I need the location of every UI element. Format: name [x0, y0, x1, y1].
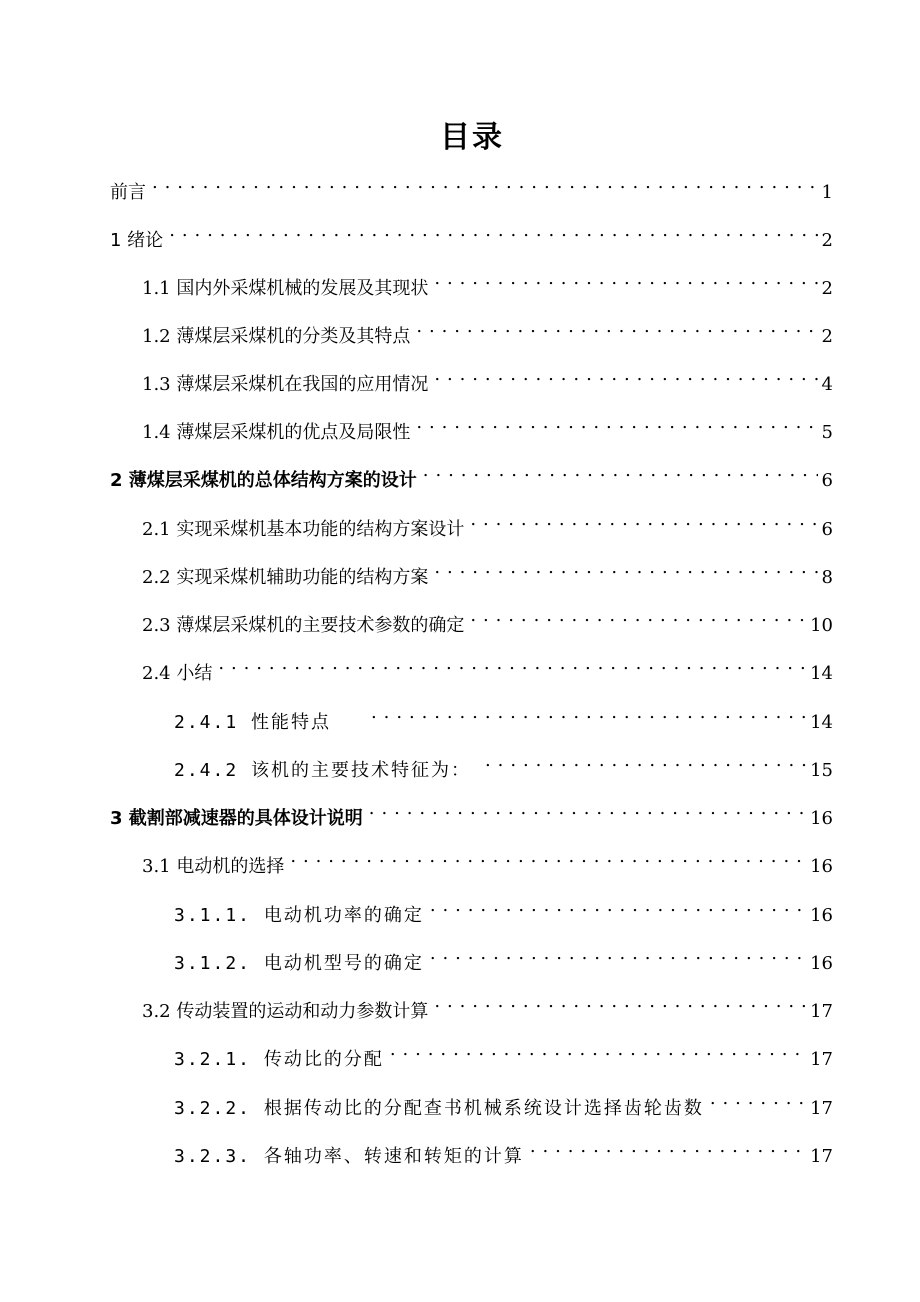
toc-entry-chapter-2[interactable] — [110, 456, 833, 491]
toc-dot-leader — [152, 168, 818, 198]
toc-dot-leader — [530, 1132, 806, 1162]
toc-entry-text: 1.3 薄煤层采煤机在我国的应用情况 — [142, 374, 429, 395]
toc-entry-chapter-1[interactable] — [110, 216, 833, 251]
toc-dot-leader — [416, 312, 817, 342]
toc-entry-section-2-4[interactable] — [142, 649, 833, 684]
toc-entry-text: 1 绪论 — [110, 230, 164, 251]
toc-entry-page: 16 — [810, 856, 833, 877]
toc-entry-page: 6 — [821, 519, 833, 540]
toc-entry-section-3-1[interactable] — [142, 842, 833, 877]
toc-dot-leader — [434, 553, 817, 583]
toc-entry-text: 2 薄煤层采煤机的总体结构方案的设计 — [110, 470, 417, 491]
toc-entry-page: 17 — [810, 1098, 833, 1119]
toc-dot-leader — [390, 1035, 806, 1065]
toc-entry-page: 14 — [810, 712, 833, 733]
toc-entry-section-2-1[interactable] — [142, 505, 833, 540]
toc-entry-text: 2.4 小结 — [142, 663, 213, 684]
toc-entry-preface[interactable] — [110, 168, 833, 203]
toc-entry-text: 3.2.2. 根据传动比的分配查书机械系统设计选择齿轮齿数 — [174, 1098, 704, 1119]
toc-dot-leader — [416, 408, 817, 438]
toc-dot-leader — [434, 987, 806, 1017]
toc-entry-page: 1 — [821, 182, 833, 203]
toc-dot-leader — [169, 216, 817, 246]
toc-entry-text: 3.1 电动机的选择 — [142, 856, 285, 877]
toc-entry-page: 4 — [821, 374, 833, 395]
toc-entry-text: 3.1.1. 电动机功率的确定 — [174, 905, 424, 926]
toc-entry-section-3-2-1[interactable] — [174, 1035, 833, 1070]
toc-entry-text: 3 截割部减速器的具体设计说明 — [110, 808, 363, 829]
toc-entry-section-2-2[interactable] — [142, 553, 833, 588]
toc-entry-page: 5 — [821, 422, 833, 443]
toc-entry-text: 1.1 国内外采煤机械的发展及其现状 — [142, 278, 429, 299]
toc-entry-page: 10 — [810, 615, 833, 636]
toc-entry-page: 17 — [810, 1049, 833, 1070]
toc-entry-text: 3.2.1. 传动比的分配 — [174, 1049, 384, 1070]
toc-entry-section-1-4[interactable] — [142, 408, 833, 443]
toc-entry-text: 2.1 实现采煤机基本功能的结构方案设计 — [142, 519, 465, 540]
toc-dot-leader — [369, 794, 806, 824]
toc-entry-text: 3.2 传动装置的运动和动力参数计算 — [142, 1001, 429, 1022]
toc-entry-section-3-2-2[interactable] — [174, 1084, 833, 1119]
toc-title: 目录 — [440, 120, 504, 155]
toc-entry-section-1-2[interactable] — [142, 312, 833, 347]
toc-entry-page: 2 — [821, 278, 833, 299]
toc-dot-leader — [710, 1084, 806, 1114]
toc-entry-text: 3.2.3. 各轴功率、转速和转矩的计算 — [174, 1146, 524, 1167]
toc-entry-page: 8 — [821, 567, 833, 588]
toc-entry-section-1-3[interactable] — [142, 360, 833, 395]
toc-entry-page: 17 — [810, 1001, 833, 1022]
toc-entry-page: 16 — [810, 905, 833, 926]
toc-entry-text: 2.4.2 该机的主要技术特征为： — [174, 760, 472, 781]
toc-entry-text: 前言 — [110, 182, 146, 203]
toc-dot-leader — [423, 456, 818, 486]
toc-entry-text: 2.2 实现采煤机辅助功能的结构方案 — [142, 567, 429, 588]
toc-entry-page: 2 — [821, 230, 833, 251]
toc-entry-chapter-3[interactable] — [110, 794, 833, 829]
toc-entry-page: 17 — [810, 1146, 833, 1167]
toc-entry-page: 6 — [821, 470, 833, 491]
toc-entry-text: 2.4.1 性能特点 — [174, 712, 332, 733]
toc-entry-text: 2.3 薄煤层采煤机的主要技术参数的确定 — [142, 615, 465, 636]
toc-entry-text: 1.2 薄煤层采煤机的分类及其特点 — [142, 326, 411, 347]
toc-entry-section-3-2[interactable] — [142, 987, 833, 1022]
toc-dot-leader — [430, 891, 806, 921]
toc-entry-page: 2 — [821, 326, 833, 347]
toc-dot-leader — [430, 939, 806, 969]
toc-entry-section-3-2-3[interactable] — [174, 1132, 833, 1167]
toc-entry-text: 3.1.2. 电动机型号的确定 — [174, 953, 424, 974]
toc-entry-page: 14 — [810, 663, 833, 684]
toc-dot-leader — [470, 601, 806, 631]
toc-entry-section-3-1-2[interactable] — [174, 939, 833, 974]
toc-entry-section-2-4-1[interactable] — [174, 698, 833, 733]
toc-entry-page: 16 — [810, 953, 833, 974]
toc-entry-page: 15 — [810, 760, 833, 781]
toc-entry-section-2-3[interactable] — [142, 601, 833, 636]
toc-dot-leader — [371, 698, 806, 728]
toc-entry-section-2-4-2[interactable] — [174, 746, 833, 781]
toc-dot-leader — [470, 505, 817, 535]
toc-entry-text: 1.4 薄煤层采煤机的优点及局限性 — [142, 422, 411, 443]
toc-dot-leader — [485, 746, 806, 776]
toc-dot-leader — [434, 360, 817, 390]
toc-dot-leader — [218, 649, 806, 679]
toc-entry-section-1-1[interactable] — [142, 264, 833, 299]
toc-entry-section-3-1-1[interactable] — [174, 891, 833, 926]
toc-dot-leader — [434, 264, 817, 294]
toc-dot-leader — [290, 842, 806, 872]
toc-entry-page: 16 — [810, 808, 833, 829]
